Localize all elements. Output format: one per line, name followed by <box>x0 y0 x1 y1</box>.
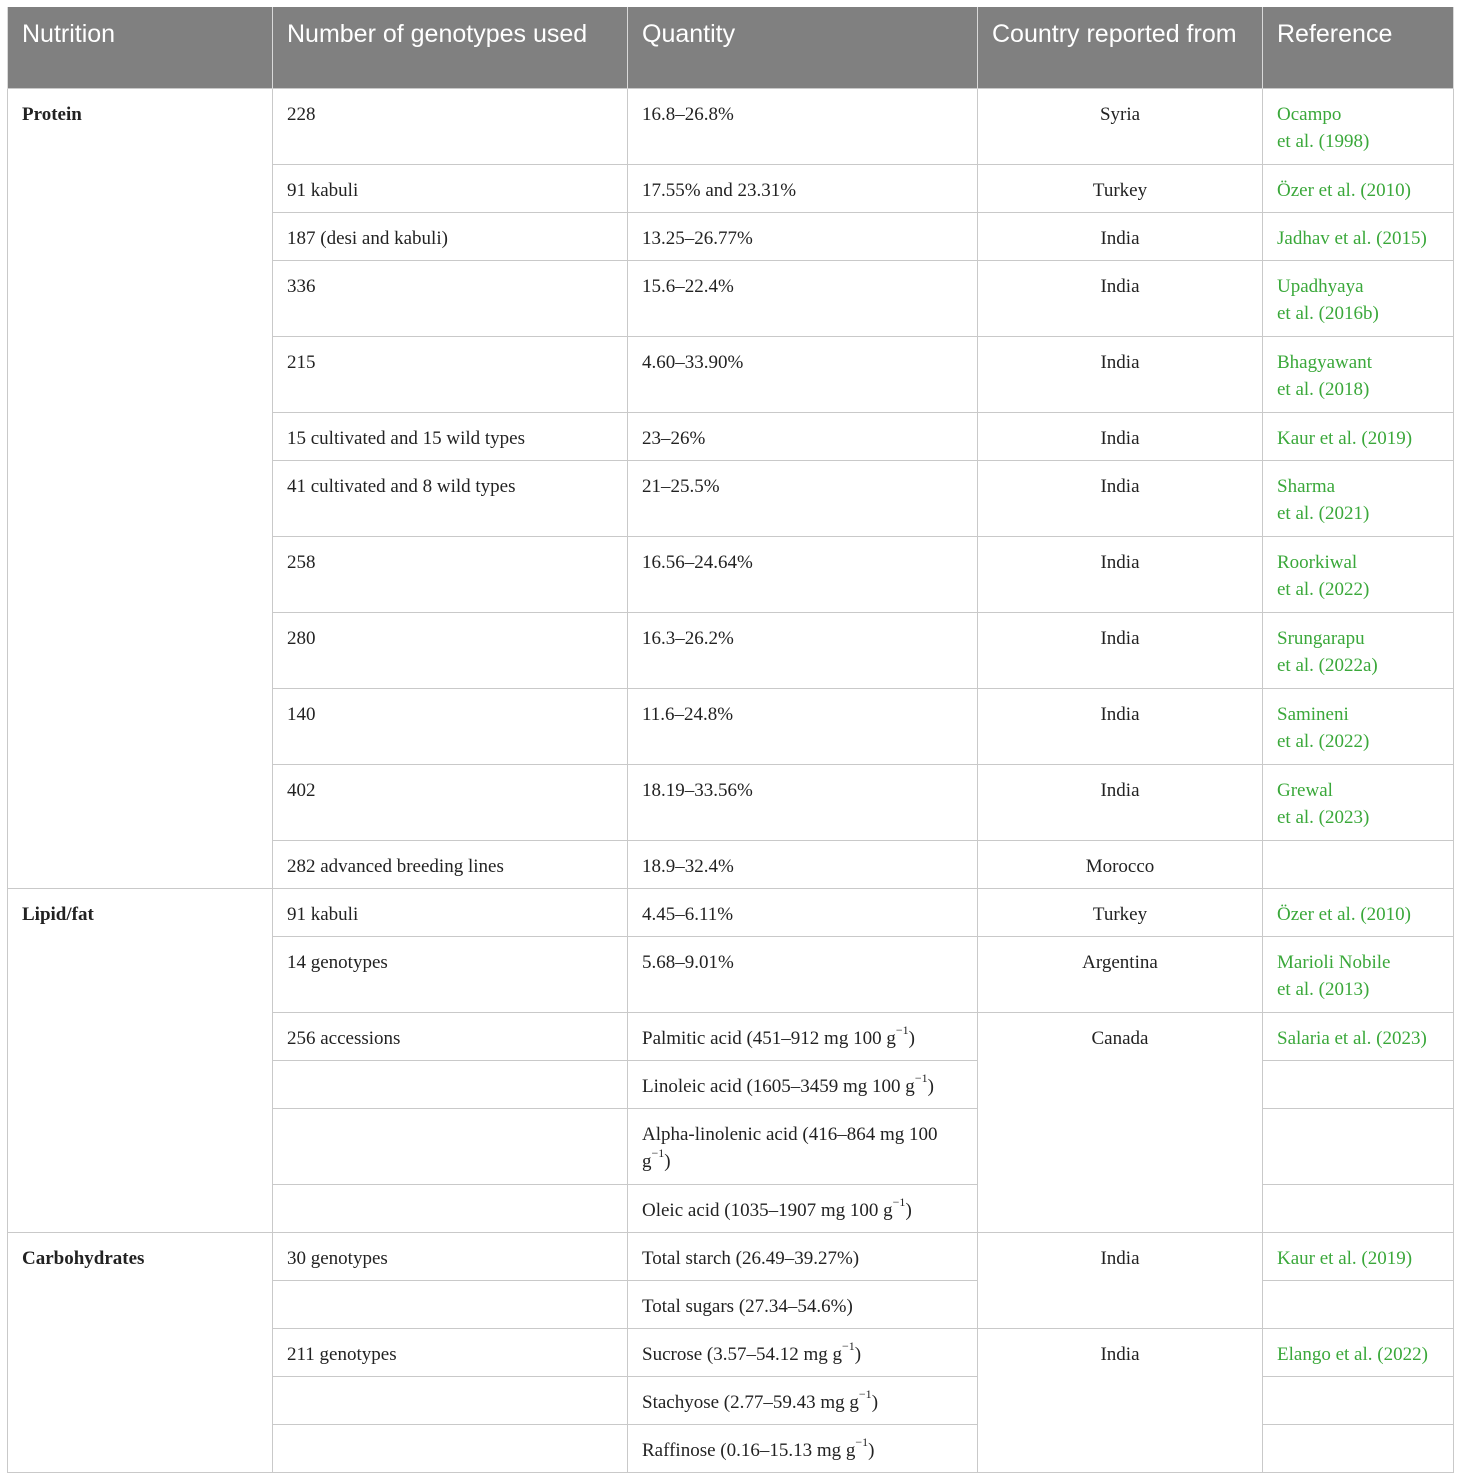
reference-cell <box>1263 1376 1454 1424</box>
reference-link[interactable]: et al. (1998) <box>1277 130 1370 152</box>
quantity-cell: Sucrose (3.57–54.12 mg $g^{-1}$) <box>628 1328 978 1376</box>
genotypes-cell <box>273 1060 628 1108</box>
reference-link[interactable]: et al. (2022) <box>1277 730 1370 752</box>
reference-link[interactable]: Elango et al. (2022) <box>1277 1343 1428 1365</box>
quantity-cell: 4.60–33.90% <box>628 336 978 412</box>
nutrition-carbohydrates: Carbohydrates <box>8 1232 273 1472</box>
country-cell: India <box>978 412 1263 460</box>
header-nutrition: Nutrition <box>8 7 273 88</box>
quantity-cell: Palmitic acid (451–912 mg 100 $g^{-1}$) <box>628 1012 978 1060</box>
reference-link[interactable]: Salaria et al. (2023) <box>1277 1027 1427 1049</box>
reference-link[interactable]: et al. (2018) <box>1277 378 1370 400</box>
quantity-cell: Total sugars (27.34–54.6%) <box>628 1280 978 1328</box>
reference-link[interactable]: Roorkiwal <box>1277 551 1358 573</box>
reference-cell[interactable] <box>1263 260 1454 336</box>
reference-cell <box>1263 840 1454 888</box>
quantity-cell: 18.19–33.56% <box>628 764 978 840</box>
reference-cell[interactable] <box>1263 88 1454 164</box>
country-cell: Morocco <box>978 840 1263 888</box>
genotypes-cell <box>273 1376 628 1424</box>
country-cell: India <box>978 336 1263 412</box>
reference-link[interactable]: Jadhav et al. (2015) <box>1277 227 1427 249</box>
genotypes-cell: 15 cultivated and 15 wild types <box>273 412 628 460</box>
quantity-cell: Total starch (26.49–39.27%) <box>628 1232 978 1280</box>
reference-link[interactable]: et al. (2013) <box>1277 978 1370 1000</box>
genotypes-cell: 41 cultivated and 8 wild types <box>273 460 628 536</box>
genotypes-cell <box>273 1108 628 1184</box>
reference-link[interactable]: Ocampo <box>1277 103 1342 125</box>
quantity-cell: 16.8–26.8% <box>628 88 978 164</box>
reference-link[interactable]: Samineni <box>1277 703 1349 725</box>
reference-cell <box>1263 1184 1454 1232</box>
reference-cell[interactable] <box>1263 612 1454 688</box>
reference-link[interactable]: et al. (2021) <box>1277 502 1370 524</box>
reference-link[interactable]: Upadhyaya <box>1277 275 1364 297</box>
genotypes-cell: 91 kabuli <box>273 888 628 936</box>
reference-cell[interactable] <box>1263 212 1454 260</box>
reference-cell[interactable] <box>1263 936 1454 1012</box>
reference-cell[interactable] <box>1263 336 1454 412</box>
country-cell: Syria <box>978 88 1263 164</box>
reference-link[interactable]: Sharma <box>1277 475 1336 497</box>
genotypes-cell: 258 <box>273 536 628 612</box>
reference-link[interactable]: Grewal <box>1277 779 1333 801</box>
reference-link[interactable]: et al. (2022) <box>1277 578 1370 600</box>
genotypes-cell: 282 advanced breeding lines <box>273 840 628 888</box>
country-cell: Turkey <box>978 164 1263 212</box>
country-cell: Argentina <box>978 936 1263 1012</box>
header-reference: Reference <box>1263 7 1454 88</box>
header-country: Country reported from <box>978 7 1263 88</box>
country-cell: India <box>978 460 1263 536</box>
quantity-cell: 4.45–6.11% <box>628 888 978 936</box>
reference-link[interactable]: Marioli Nobile <box>1277 951 1391 973</box>
country-cell: India <box>978 260 1263 336</box>
genotypes-cell: 14 genotypes <box>273 936 628 1012</box>
quantity-cell: 15.6–22.4% <box>628 260 978 336</box>
reference-link[interactable]: Özer et al. (2010) <box>1277 903 1411 925</box>
header-row <box>8 7 1454 88</box>
reference-cell <box>1263 1424 1454 1472</box>
genotypes-cell: 91 kabuli <box>273 164 628 212</box>
quantity-cell: 23–26% <box>628 412 978 460</box>
country-cell: India <box>978 536 1263 612</box>
country-cell: India <box>978 1328 1263 1472</box>
quantity-cell: 16.3–26.2% <box>628 612 978 688</box>
genotypes-cell: 215 <box>273 336 628 412</box>
genotypes-cell: 280 <box>273 612 628 688</box>
quantity-cell: Raffinose (0.16–15.13 mg $g^{-1}$) <box>628 1424 978 1472</box>
nutrition-table <box>7 7 1454 1473</box>
nutrition-protein: Protein <box>8 88 273 888</box>
genotypes-cell <box>273 1184 628 1232</box>
country-cell: India <box>978 212 1263 260</box>
reference-cell[interactable] <box>1263 1012 1454 1060</box>
genotypes-cell: 402 <box>273 764 628 840</box>
country-cell: India <box>978 612 1263 688</box>
genotypes-cell <box>273 1424 628 1472</box>
genotypes-cell: 187 (desi and kabuli) <box>273 212 628 260</box>
reference-link[interactable]: et al. (2016b) <box>1277 302 1379 324</box>
country-cell: India <box>978 764 1263 840</box>
quantity-cell: 17.55% and 23.31% <box>628 164 978 212</box>
reference-link[interactable]: et al. (2022a) <box>1277 654 1378 676</box>
reference-cell <box>1263 1108 1454 1184</box>
reference-link[interactable]: Kaur et al. (2019) <box>1277 1247 1413 1269</box>
country-cell: Canada <box>978 1012 1263 1232</box>
country-cell: Turkey <box>978 888 1263 936</box>
reference-cell[interactable] <box>1263 688 1454 764</box>
reference-cell[interactable] <box>1263 412 1454 460</box>
reference-cell[interactable] <box>1263 164 1454 212</box>
header-genotypes: Number of genotypes used <box>273 7 628 88</box>
table-row <box>8 1232 1454 1280</box>
quantity-cell: 13.25–26.77% <box>628 212 978 260</box>
reference-cell[interactable] <box>1263 1328 1454 1376</box>
genotypes-cell: 336 <box>273 260 628 336</box>
reference-cell <box>1263 1060 1454 1108</box>
quantity-cell: Alpha-linolenic acid (416–864 mg 100 $g^{-1}$) <box>628 1108 978 1184</box>
genotypes-cell: 30 genotypes <box>273 1232 628 1280</box>
genotypes-cell: 256 accessions <box>273 1012 628 1060</box>
reference-link[interactable]: et al. (2023) <box>1277 806 1370 828</box>
genotypes-cell: 211 genotypes <box>273 1328 628 1376</box>
reference-cell[interactable] <box>1263 764 1454 840</box>
reference-cell[interactable] <box>1263 460 1454 536</box>
quantity-cell: 21–25.5% <box>628 460 978 536</box>
reference-link[interactable]: Srungarapu <box>1277 627 1365 649</box>
quantity-cell: Stachyose (2.77–59.43 mg $g^{-1}$) <box>628 1376 978 1424</box>
genotypes-cell <box>273 1280 628 1328</box>
header-quantity: Quantity <box>628 7 978 88</box>
quantity-cell: Linoleic acid (1605–3459 mg 100 $g^{-1}$) <box>628 1060 978 1108</box>
reference-cell <box>1263 1280 1454 1328</box>
reference-link[interactable]: Bhagyawant <box>1277 351 1372 373</box>
quantity-cell: 16.56–24.64% <box>628 536 978 612</box>
genotypes-cell: 140 <box>273 688 628 764</box>
country-cell: India <box>978 688 1263 764</box>
reference-cell[interactable] <box>1263 1232 1454 1280</box>
quantity-cell: 11.6–24.8% <box>628 688 978 764</box>
table-row <box>8 88 1454 164</box>
table-row <box>8 888 1454 936</box>
reference-cell[interactable] <box>1263 536 1454 612</box>
nutrition-lipid: Lipid/fat <box>8 888 273 1232</box>
quantity-cell: 18.9–32.4% <box>628 840 978 888</box>
quantity-cell: 5.68–9.01% <box>628 936 978 1012</box>
reference-cell[interactable] <box>1263 888 1454 936</box>
quantity-cell: Oleic acid (1035–1907 mg 100 $g^{-1}$) <box>628 1184 978 1232</box>
country-cell: India <box>978 1232 1263 1328</box>
genotypes-cell: 228 <box>273 88 628 164</box>
reference-link[interactable]: Özer et al. (2010) <box>1277 179 1411 201</box>
reference-link[interactable]: Kaur et al. (2019) <box>1277 427 1413 449</box>
